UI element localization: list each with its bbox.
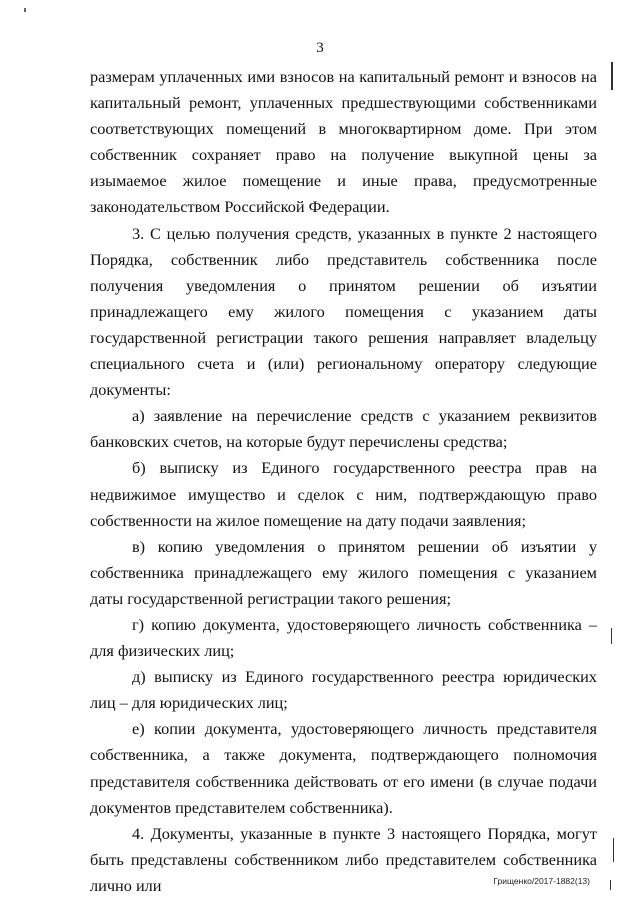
paragraph-subitem-v: в) копию уведомления о принятом решении об изъятии у собственника принадлежащего ему жилого помещения с указанием даты государственной регистрации такого решения;	[90, 536, 597, 608]
paragraph-item-4: 4. Документы, указанные в пункте 3 настоящего Порядка, могут быть представлены собственником либо представителем собственника лично или	[90, 823, 597, 895]
scan-edge-mark	[610, 880, 611, 890]
paragraph-continuation: размерам уплаченных ими взносов на капитальный ремонт и взносов на капитальный ремонт, уплаченных предшествующими собственниками соответствующих помещений в многоквартирном доме. При этом собственник сохраняет право на получение выкупной цены за изымаемое жилое помещение и иные права, предусмотренные законодательством Российской Федерации.	[90, 67, 597, 217]
paragraph-item-3: 3. С целью получения средств, указанных в пункте 2 настоящего Порядка, собственник либо представитель собственника после получения уведомления о принятом решении об изъятии принадлежащего ему жилого помещения с указанием даты государственной регистрации такого решения направляет владельцу специального счета и (или) региональному оператору следующие документы:	[90, 223, 597, 400]
body-text	[90, 64, 597, 899]
page-number: 3	[316, 40, 324, 56]
scan-edge-mark	[613, 838, 614, 862]
paragraph-subitem-g: г) копию документа, удостоверяющего личность собственника – для физических лиц;	[90, 614, 597, 661]
paragraph-subitem-e: е) копии документа, удостоверяющего личность представителя собственника, а также документа, подтверждающего полномочия представителя собственника действовать от его имени (в случае подачи документов представителем собственника).	[90, 719, 597, 817]
document-code: Грищенко/2017-1882(13)	[493, 876, 590, 886]
paragraph-subitem-a: а) заявление на перечисление средств с указанием реквизитов банковских счетов, на которые будут перечислены средства;	[90, 406, 597, 452]
paragraph-subitem-d: д) выписку из Единого государственного реестра юридических лиц – для юридических лиц;	[90, 667, 597, 713]
paragraph-subitem-b: б) выписку из Единого государственного реестра прав на недвижимое имущество и сделок с ним, подтверждающую право собственности на жилое помещение на дату подачи заявления;	[90, 458, 597, 530]
scan-speck	[24, 8, 26, 12]
scan-edge-mark	[611, 628, 612, 644]
scan-edge-mark	[611, 62, 613, 90]
